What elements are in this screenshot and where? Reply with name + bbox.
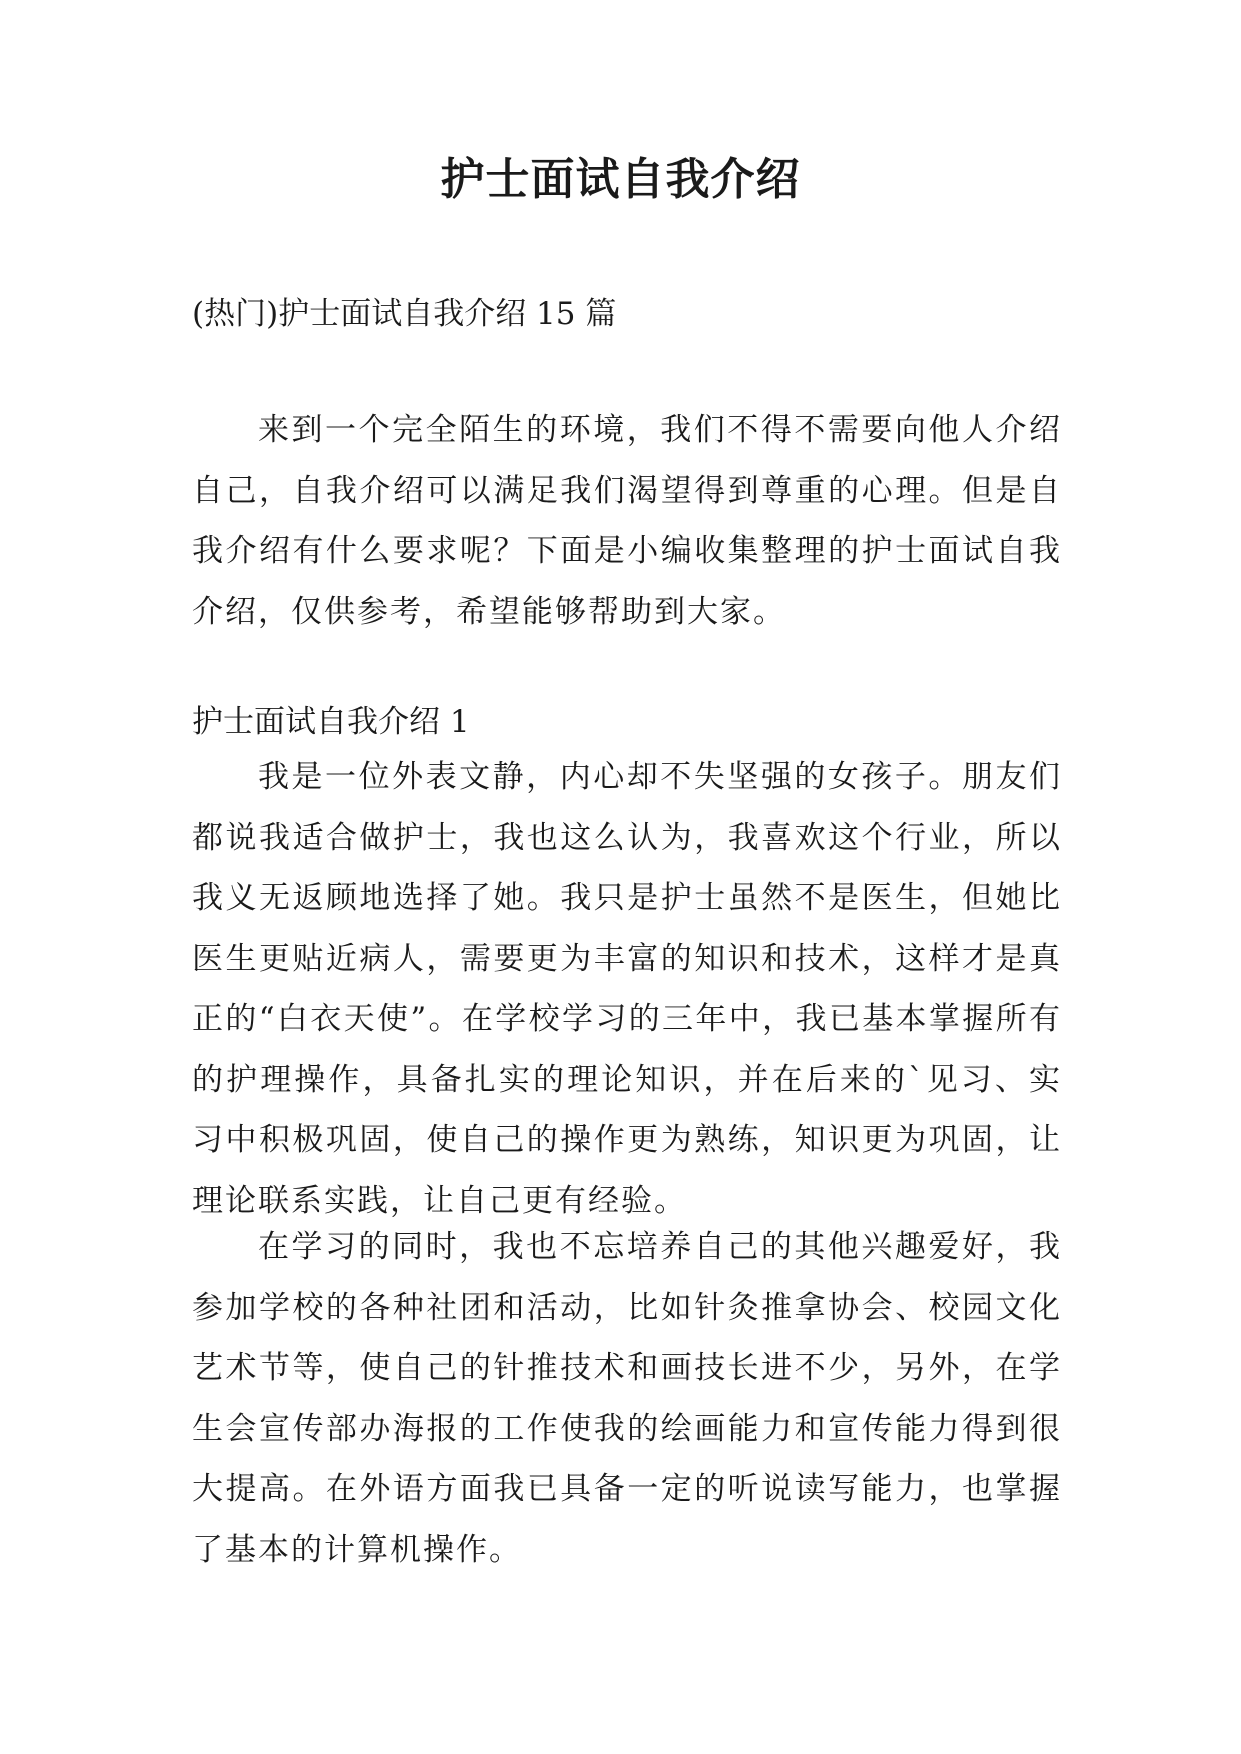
section-paragraph-2: 在学习的同时，我也不忘培养自己的其他兴趣爱好，我参加学校的各种社团和活动，比如针灸推拿协会、校园文化艺术节等，使自己的针推技术和画技长进不少，另外，在学生会宣传部办海报的工作使我的绘画能力和宣传能力得到很大提高。在外语方面我已具备一定的听说读写能力，也掌握了基本的计算机操作。 (192, 1229, 1062, 1568)
section-heading: 护士面试自我介绍 1 (192, 704, 470, 740)
document-subtitle: (热门)护士面试自我介绍 15 篇 (192, 296, 617, 332)
document-title: 护士面试自我介绍 (440, 154, 801, 205)
intro-paragraph: 来到一个完全陌生的环境，我们不得不需要向他人介绍自己，自我介绍可以满足我们渴望得到尊重的心理。但是自我介绍有什么要求呢？下面是小编收集整理的护士面试自我介绍，仅供参考，希望能够帮助到大家。 (192, 412, 1062, 630)
section-paragraph-1: 我是一位外表文静，内心却不失坚强的女孩子。朋友们都说我适合做护士，我也这么认为，我喜欢这个行业，所以我义无返顾地选择了她。我只是护士虽然不是医生，但她比医生更贴近病人，需要更为丰富的知识和技术，这样才是真正的“白衣天使”。在学校学习的三年中，我已基本掌握所有的护理操作，具备扎实的理论知识，并在后来的`见习、实习中积极巩固，使自己的操作更为熟练，知识更为巩固，让理论联系实践，让自己更有经验。 (192, 759, 1062, 1219)
